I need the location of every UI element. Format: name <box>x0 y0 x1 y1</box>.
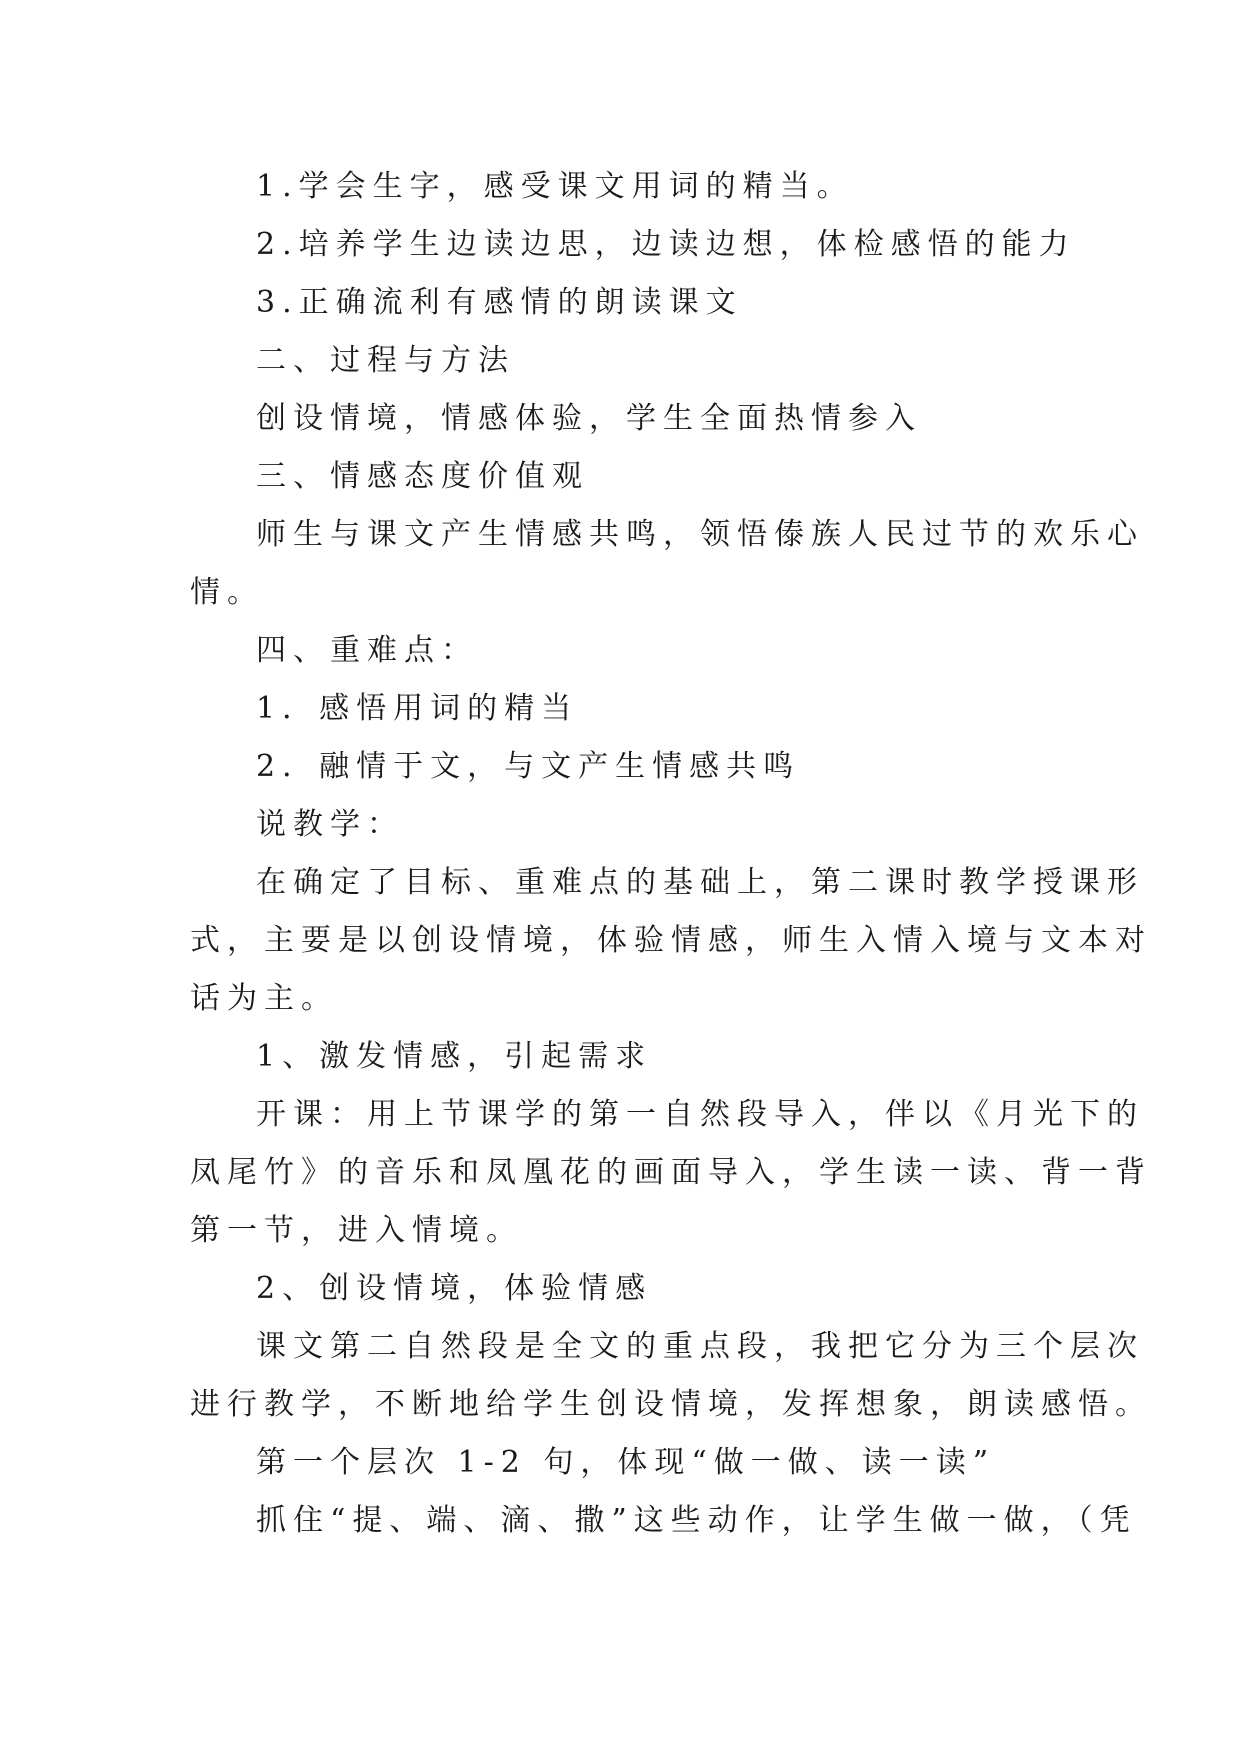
text-line: 情。 <box>190 575 264 610</box>
text-line: 1．感悟用词的精当 <box>256 691 579 726</box>
text-line: 话为主。 <box>190 981 338 1016</box>
text-line: 在确定了目标、重难点的基础上，第二课时教学授课形 <box>256 865 1144 900</box>
text-line: 进行教学，不断地给学生创设情境，发挥想象，朗读感悟。 <box>190 1387 1152 1422</box>
text-line: 式，主要是以创设情境，体验情感，师生入情入境与文本对 <box>190 923 1152 958</box>
text-line: 师生与课文产生情感共鸣，领悟傣族人民过节的欢乐心 <box>256 517 1144 552</box>
section-heading: 说教学： <box>256 807 404 842</box>
text-line: 课文第二自然段是全文的重点段，我把它分为三个层次 <box>256 1329 1144 1364</box>
text-line: 2.培养学生边读边思，边读边想，体检感悟的能力 <box>256 227 1076 262</box>
text-line: 开课：用上节课学的第一自然段导入，伴以《月光下的 <box>256 1097 1144 1132</box>
text-line: 创设情境，情感体验，学生全面热情参入 <box>256 401 922 436</box>
section-heading: 四、重难点： <box>256 633 478 668</box>
text-line: 3.正确流利有感情的朗读课文 <box>256 285 743 320</box>
text-line: 2．融情于文，与文产生情感共鸣 <box>256 749 801 784</box>
text-line: 凤尾竹》的音乐和凤凰花的画面导入，学生读一读、背一背 <box>190 1155 1152 1190</box>
section-heading: 二、过程与方法 <box>256 343 515 378</box>
text-line: 抓住“提、端、滴、撒”这些动作，让学生做一做，（凭 <box>256 1503 1137 1538</box>
document-body <box>190 158 1152 1550</box>
section-heading: 1、激发情感，引起需求 <box>256 1039 653 1074</box>
text-line: 第一个层次 1-2 句，体现“做一做、读一读” <box>256 1445 996 1480</box>
section-heading: 2、创设情境，体验情感 <box>256 1271 653 1306</box>
section-heading: 三、情感态度价值观 <box>256 459 589 494</box>
text-line: 第一节，进入情境。 <box>190 1213 523 1248</box>
text-line: 1.学会生字，感受课文用词的精当。 <box>256 169 854 204</box>
